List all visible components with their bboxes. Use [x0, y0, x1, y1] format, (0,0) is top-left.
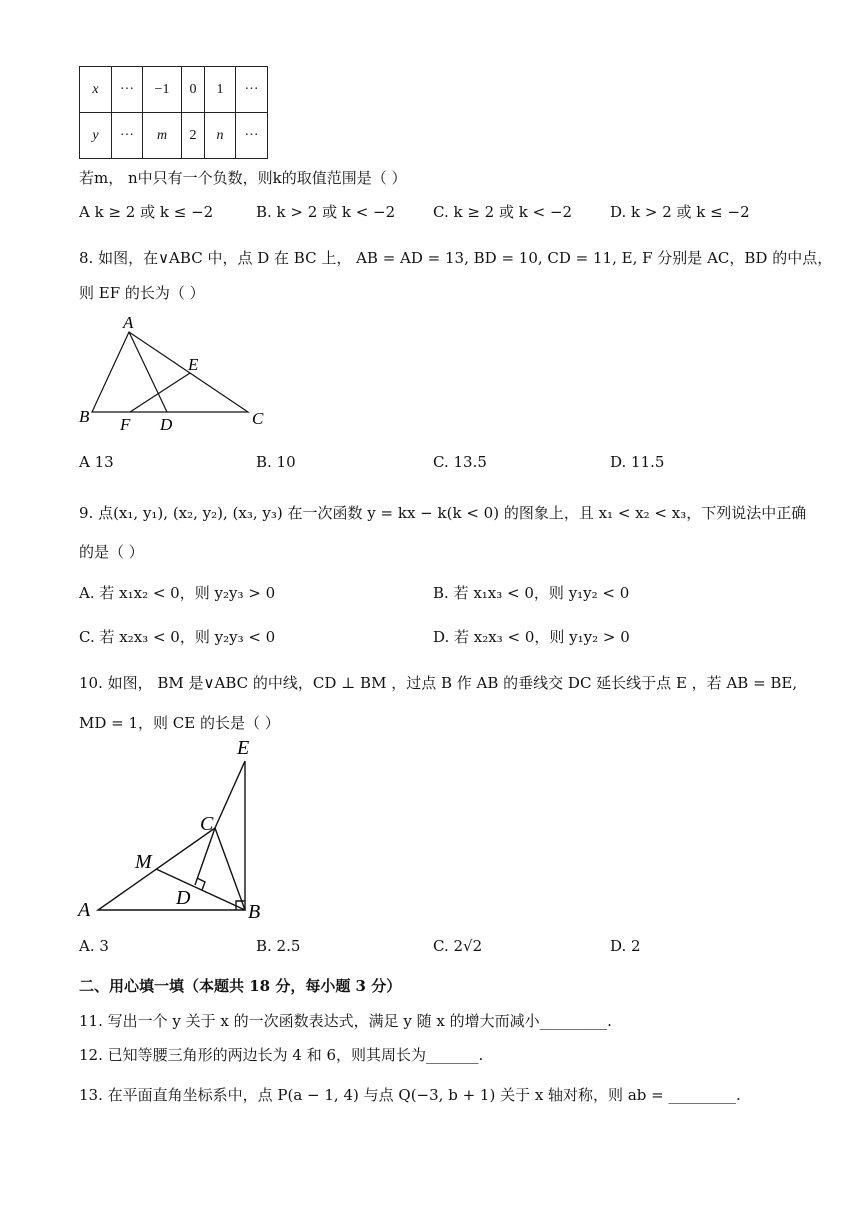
segment-cd	[195, 828, 215, 885]
label-b: B	[248, 901, 261, 923]
table-cell: ···	[236, 113, 268, 159]
q7-option-a: A k ≥ 2 或 k ≤ −2	[79, 203, 214, 221]
table-cell: ···	[236, 67, 268, 113]
table-cell: ···	[112, 113, 143, 159]
label-f: F	[120, 415, 131, 434]
q10-option-b: B. 2.5	[256, 937, 301, 955]
label-e: E	[188, 355, 199, 374]
segment-ef	[130, 373, 190, 412]
label-e: E	[237, 737, 250, 759]
q10-option-a: A. 3	[79, 937, 109, 955]
q8-option-a: A 13	[79, 453, 114, 471]
q8-option-c: C. 13.5	[433, 453, 487, 471]
q8-option-b: B. 10	[256, 453, 296, 471]
label-d: D	[160, 415, 173, 434]
q7-option-b: B. k > 2 或 k < −2	[256, 203, 396, 221]
label-a: A	[123, 313, 134, 332]
triangle-abc	[92, 332, 248, 412]
table-cell: m	[143, 113, 182, 159]
q10-triangle-figure	[70, 730, 280, 930]
q10-line1: 10. 如图， BM 是∨ABC 的中线，CD ⊥ BM ，过点 B 作 AB 的垂线交 DC 延长线于点 E ，若 AB = BE,	[79, 674, 798, 692]
q8-triangle-figure	[70, 310, 280, 440]
table-cell: ···	[112, 67, 143, 113]
table-cell: −1	[143, 67, 182, 113]
q13-text: 13. 在平面直角坐标系中，点 P(a − 1, 4) 与点 Q(−3, b + 1) 关于 x 轴对称，则 ab = _________.	[79, 1086, 741, 1104]
q8-option-d: D. 11.5	[610, 453, 665, 471]
table-cell: 2	[182, 113, 205, 159]
label-c: C	[200, 813, 214, 835]
label-c: C	[252, 409, 264, 428]
label-a: A	[78, 899, 91, 921]
q8-line1: 8. 如图，在∨ABC 中，点 D 在 BC 上， AB = AD = 13, BD = 10, CD = 11, E, F 分别是 AC，BD 的中点，	[79, 249, 833, 267]
q10-line2: MD = 1，则 CE 的长是（ ）	[79, 714, 280, 732]
table-cell: y	[80, 113, 112, 159]
q9-option-d: D. 若 x₂x₃ < 0，则 y₁y₂ > 0	[433, 628, 630, 646]
q10-option-c: C. 2√2	[433, 937, 483, 955]
q9-option-b: B. 若 x₁x₃ < 0，则 y₁y₂ < 0	[433, 584, 630, 602]
label-d: D	[176, 887, 191, 909]
table-row-x	[80, 67, 268, 113]
table-cell: 1	[205, 67, 236, 113]
label-m: M	[135, 851, 152, 873]
q9-line2: 的是（ ）	[79, 543, 144, 561]
table-row-y	[80, 113, 268, 159]
q11-text: 11. 写出一个 y 关于 x 的一次函数表达式，满足 y 随 x 的增大而减小_________.	[79, 1012, 612, 1030]
q9-line1: 9. 点(x₁, y₁), (x₂, y₂), (x₃, y₃) 在一次函数 y = kx − k(k < 0) 的图象上，且 x₁ < x₂ < x₃，下列说法中正确	[79, 504, 807, 522]
q7-option-d: D. k > 2 或 k ≤ −2	[610, 203, 750, 221]
q7-stem: 若m， n中只有一个负数，则k的取值范围是（ ）	[79, 169, 407, 187]
table-cell: 0	[182, 67, 205, 113]
q9-option-c: C. 若 x₂x₃ < 0，则 y₂y₃ < 0	[79, 628, 276, 646]
q9-option-a: A. 若 x₁x₂ < 0，则 y₂y₃ > 0	[79, 584, 276, 602]
q10-option-d: D. 2	[610, 937, 641, 955]
value-table	[79, 66, 268, 159]
triangle-abc	[98, 828, 245, 910]
label-b: B	[79, 407, 90, 426]
table-cell: n	[205, 113, 236, 159]
q7-option-c: C. k ≥ 2 或 k < −2	[433, 203, 573, 221]
segment-ce	[215, 761, 245, 828]
q12-text: 12. 已知等腰三角形的两边长为 4 和 6，则其周长为_______.	[79, 1046, 484, 1064]
q8-line2: 则 EF 的长为（ ）	[79, 284, 205, 302]
table-cell: x	[80, 67, 112, 113]
section-2-title: 二、用心填一填（本题共 18 分，每小题 3 分）	[79, 977, 402, 995]
